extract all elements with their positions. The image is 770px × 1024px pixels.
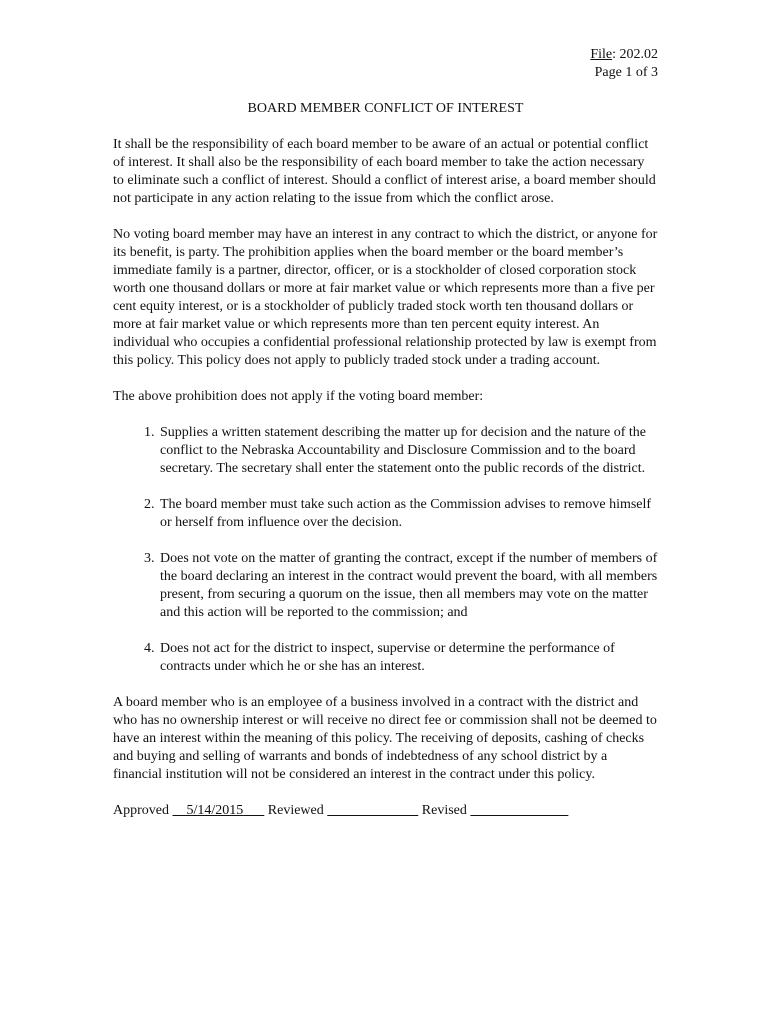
approved-date-field (173, 803, 265, 818)
approved-label: Approved (113, 803, 169, 818)
reviewed-date-field (327, 803, 418, 818)
policy-document (113, 46, 658, 820)
file-number: 202.02 (619, 47, 658, 62)
approved-date: 5/14/2015 (186, 803, 244, 818)
document-title: BOARD MEMBER CONFLICT OF INTEREST (247, 101, 524, 116)
list-item: 1. Supplies a written statement describing the matter up for decision and the nature of the conflict to the Nebraska Accountability and Disclosure Commission and to the board secretary. The secretary shall enter the statement onto the public records of the district. (158, 424, 658, 478)
paragraph-responsibility: It shall be the responsibility of each board member to be aware of an actual or potential conflict of interest. It shall also be the responsibility of each board member to take the action necessary to eliminate such a conflict of interest. Should a conflict of interest arise, a board member should not participate in any action relating to the issue from which the conflict arose. (113, 137, 656, 206)
list-item: 3. Does not vote on the matter of granting the contract, except if the number of members of the board declaring an interest in the contract would prevent the board, with all members present, from securing a quorum on the issue, then all members may vote on the matter and this action will be reported to the commission; and (158, 550, 658, 622)
paragraph-exceptions-intro: The above prohibition does not apply if the voting board member: (113, 389, 484, 404)
revised-label: Revised (421, 803, 467, 818)
page-indicator: Page 1 of 3 (594, 65, 658, 80)
revised-date-field (470, 803, 568, 818)
exceptions-list (113, 424, 658, 676)
file-number-line: File: 202.02 (590, 47, 658, 62)
file-label: File (590, 47, 613, 62)
paragraph-prohibition: No voting board member may have an interest in any contract to which the district, or anyone for its benefit, is party. The prohibition applies when the board member or the board member’s immediate family is a partner, director, officer, or is a stockholder of closed corporation stock worth one thousand dollars or more at fair market value or which represents more than a five per cent equity interest, or is a stockholder of publicly traded stock worth ten thousand dollars or more at fair market value or which represents more than ten percent equity interest. An individual who occupies a confidential professional relationship protected by law is exempt from this policy. This policy does not apply to publicly traded stock under a trading account. (113, 227, 658, 368)
list-item: 4. Does not act for the district to inspect, supervise or determine the performance of contracts under which he or she has an interest. (158, 640, 658, 676)
signoff-line (113, 802, 658, 820)
paragraph-employee-exemption: A board member who is an employee of a business involved in a contract with the district and who has no ownership interest or will receive no direct fee or commission shall not be deemed to have an interest within the meaning of this policy. The receiving of deposits, cashing of checks and buying and selling of warrants and bonds of indebtedness of any school district by a financial institution will not be considered an interest in the contract under this policy. (113, 695, 657, 782)
reviewed-label: Reviewed (267, 803, 324, 818)
list-item: 2. The board member must take such action as the Commission advises to remove himself or herself from influence over the decision. (158, 496, 658, 532)
document-header (113, 46, 658, 82)
